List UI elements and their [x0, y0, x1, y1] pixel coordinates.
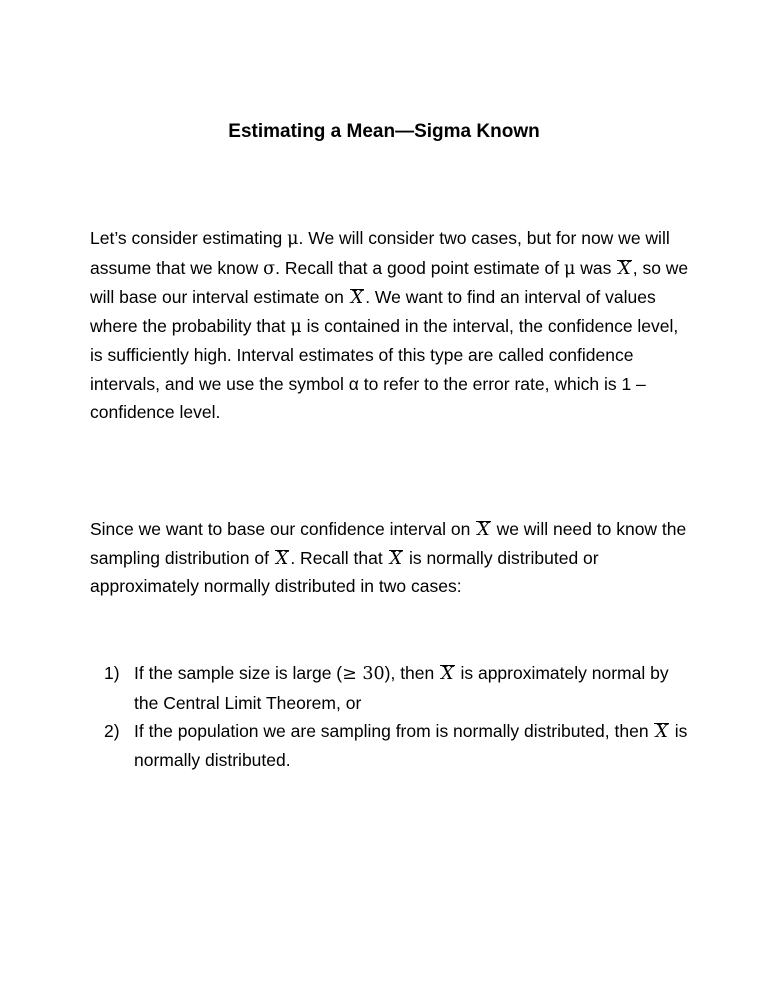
text-run: ), then: [384, 663, 440, 683]
text-run: . Recall that: [290, 547, 388, 568]
text-run: we will need to know the sampling distribution of: [90, 519, 687, 568]
paragraph-intro: [90, 224, 690, 427]
text-run: . Recall that a good point estimate of: [275, 257, 565, 278]
list-number: 1): [104, 663, 120, 683]
text-run: If the population we are sampling from is normally distributed, then: [134, 721, 654, 741]
x-bar-symbol: X: [275, 548, 289, 569]
list-item: [104, 717, 694, 774]
text-run: If the sample size is large (: [134, 663, 343, 683]
text-run: , so we will base our interval estimate on: [90, 257, 689, 307]
text-run: Since we want to base our confidence interval on: [90, 519, 476, 539]
text-run: Let’s consider estimating: [90, 228, 288, 248]
page-title: Estimating a Mean—Sigma Known: [228, 121, 540, 142]
cases-list: [104, 659, 694, 774]
text-run: is approximately normal by the Central Limit Theorem, or: [134, 663, 669, 713]
text-run: was: [575, 257, 617, 278]
x-bar-symbol: X: [389, 548, 403, 569]
text-run: is normally distributed.: [134, 721, 688, 770]
text-run: is contained in the interval, the confidence level, is sufficiently high. Interval estimates of this type are called confidence intervals, and we use the symbol α to refer to the error rate, which is 1 – confidence level.: [90, 315, 679, 422]
x-bar-symbol: X: [350, 288, 364, 308]
mu-symbol: μ: [564, 258, 576, 279]
x-bar-symbol: X: [441, 664, 454, 684]
sigma-symbol: σ: [263, 258, 276, 279]
x-bar-symbol: X: [618, 258, 631, 279]
paragraph-sampling-distribution: [90, 515, 690, 601]
math-expression: ≥ 30: [342, 664, 385, 684]
text-run: . We want to find an interval of values where the probability that: [90, 287, 656, 336]
x-bar-symbol: X: [655, 722, 668, 742]
mu-symbol: μ: [290, 316, 302, 337]
list-number: 2): [104, 721, 120, 741]
x-bar-symbol: X: [477, 520, 490, 540]
text-run: . We will consider two cases, but for now we will assume that we know: [90, 228, 670, 278]
text-run: is normally distributed or approximately normally distributed in two cases:: [90, 547, 599, 596]
list-item: [104, 659, 694, 717]
mu-symbol: μ: [287, 229, 299, 249]
